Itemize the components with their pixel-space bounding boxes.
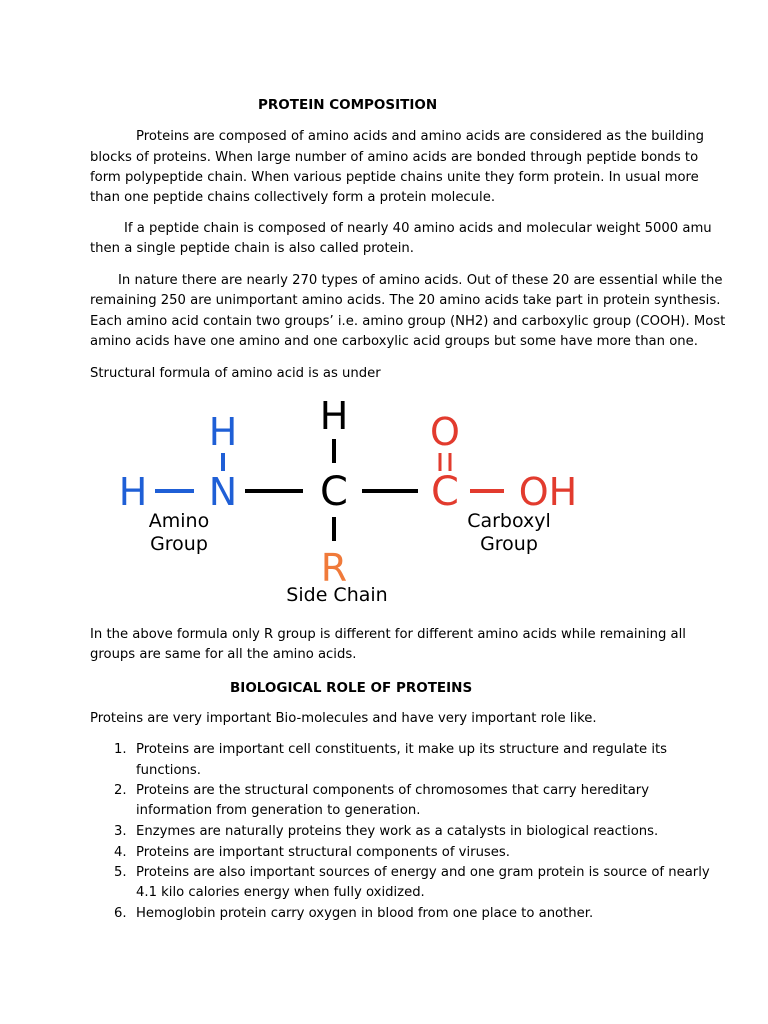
- list-number: 2.: [114, 783, 127, 798]
- list-number: 1.: [114, 742, 127, 757]
- carboxyl-o: O: [430, 410, 460, 454]
- amino-n: N: [208, 470, 238, 514]
- list-item-line: 4.1 kilo calories energy when fully oxidized.: [136, 885, 425, 900]
- paragraph-line: Each amino acid contain two groups’ i.e. amino group (NH2) and carboxylic group (COOH). Most: [90, 314, 726, 329]
- central-h: H: [319, 395, 349, 438]
- side-chain-label: Side Chain: [286, 584, 388, 606]
- page-title: PROTEIN COMPOSITION: [258, 97, 438, 113]
- list-number: 6.: [114, 906, 127, 921]
- list-number: 3.: [114, 824, 127, 839]
- list-item-line: Proteins are the structural components of chromosomes that carry hereditary: [136, 783, 649, 798]
- paragraph-line: than one peptide chains collectively form a protein molecule.: [90, 190, 496, 205]
- list-item-line: Proteins are important structural components of viruses.: [136, 845, 510, 860]
- paragraph-line: groups are same for all the amino acids.: [90, 647, 357, 662]
- section-heading: BIOLOGICAL ROLE OF PROTEINS: [230, 680, 473, 696]
- paragraph-line: In the above formula only R group is different for different amino acids while remaining all: [90, 627, 686, 642]
- formula-intro: Structural formula of amino acid is as under: [90, 366, 381, 381]
- paragraph-line: Proteins are composed of amino acids and amino acids are considered as the building: [136, 129, 704, 144]
- list-number: 5.: [114, 865, 127, 880]
- carboxyl-group-label-line1: Carboxyl: [467, 510, 551, 532]
- list-number: 4.: [114, 845, 127, 860]
- amino-h-left: H: [118, 470, 148, 514]
- paragraph-line: then a single peptide chain is also called protein.: [90, 241, 414, 256]
- paragraph-line: remaining 250 are unimportant amino acids. The 20 amino acids take part in protein synthesis.: [90, 293, 721, 308]
- paragraph-line: amino acids have one amino and one carboxylic acid groups but some have more than one.: [90, 334, 698, 349]
- paragraph-line: In nature there are nearly 270 types of amino acids. Out of these 20 are essential while the: [118, 273, 723, 288]
- paragraph-line: If a peptide chain is composed of nearly 40 amino acids and molecular weight 5000 amu: [124, 221, 712, 236]
- side-chain-r: R: [320, 546, 348, 590]
- list-item-line: information from generation to generation.: [136, 803, 421, 818]
- amino-group-label-line2: Group: [150, 533, 208, 555]
- list-item-line: Hemoglobin protein carry oxygen in blood from one place to another.: [136, 906, 594, 921]
- carboxyl-group-label-line2: Group: [480, 533, 538, 555]
- list-item-line: Proteins are also important sources of energy and one gram protein is source of nearly: [136, 865, 710, 880]
- central-c: C: [320, 469, 348, 515]
- list-item-line: Proteins are important cell constituents, it make up its structure and regulate its: [136, 742, 668, 757]
- carboxyl-oh: OH: [518, 470, 578, 514]
- carboxyl-c: C: [431, 469, 459, 515]
- role-intro: Proteins are very important Bio-molecules and have very important role like.: [90, 711, 597, 726]
- list-item-line: Enzymes are naturally proteins they work as a catalysts in biological reactions.: [136, 824, 659, 839]
- amino-group-label-line1: Amino: [148, 510, 210, 532]
- amino-acid-structural-formula: [100, 395, 600, 610]
- paragraph-line: blocks of proteins. When large number of amino acids are bonded through peptide bonds to: [90, 150, 699, 165]
- list-item-line: functions.: [136, 763, 201, 778]
- amino-h-top: H: [208, 410, 238, 454]
- paragraph-line: form polypeptide chain. When various peptide chains unite they form protein. In usual more: [90, 170, 699, 185]
